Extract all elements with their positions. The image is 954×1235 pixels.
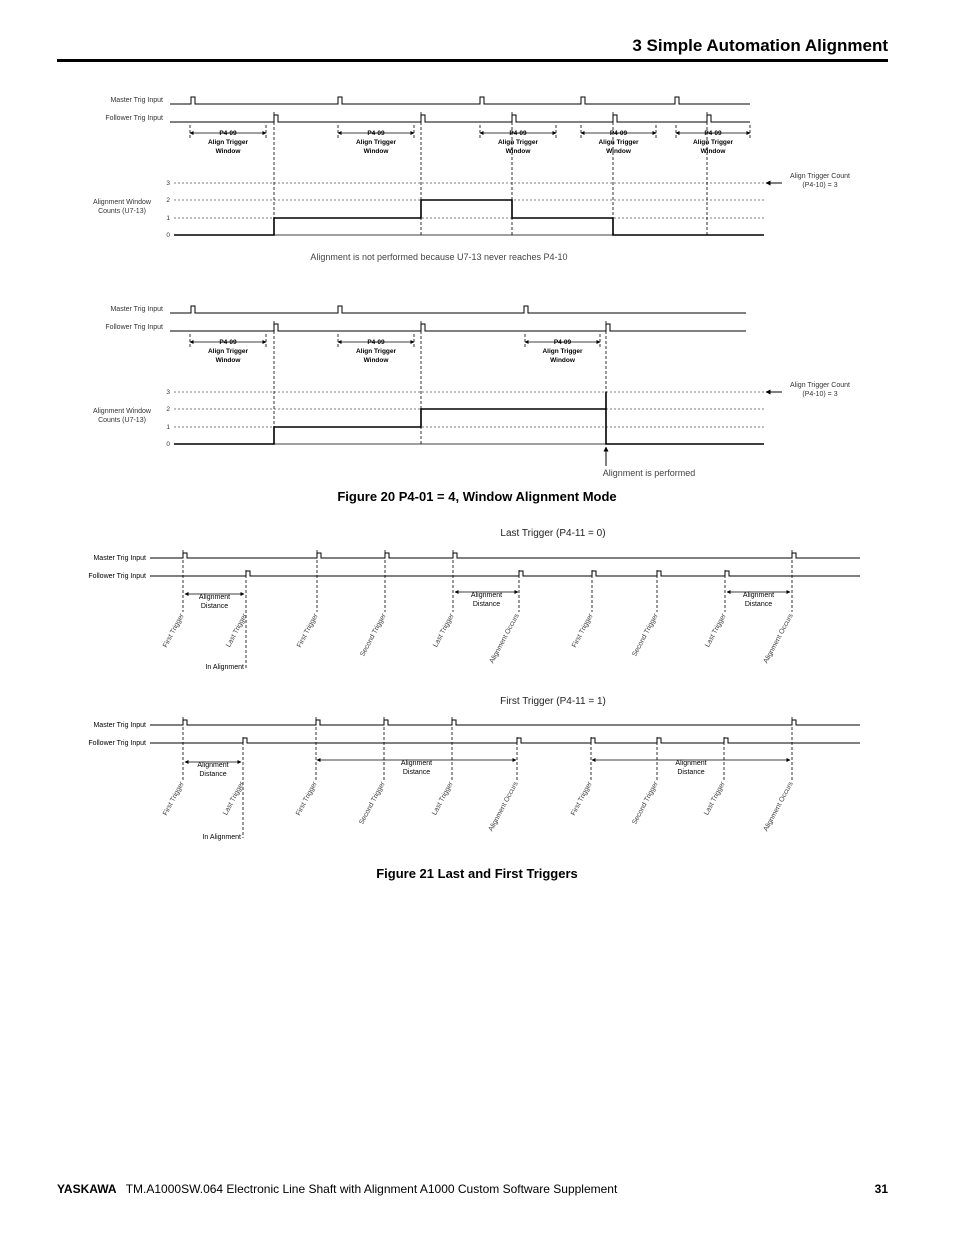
window-label-4-l3: Window [700, 148, 726, 155]
align-count-label-l2: (P4-10) = 3 [802, 391, 838, 398]
event-label-alignment_occurs-9: Alignment Occurs [762, 780, 795, 833]
master-trig-signal [150, 720, 860, 725]
window-label-2-l1: P4-09 [553, 339, 572, 346]
count-axis-label-l2: Counts (U7-13) [98, 417, 146, 424]
in-alignment-label: In Alignment [205, 664, 244, 671]
count-tick-1: 1 [166, 215, 170, 222]
follower-trig-label: Follower Trig Input [88, 573, 146, 580]
figure-21-caption: Figure 21 Last and First Triggers [376, 866, 578, 881]
page-number: 31 [874, 1182, 888, 1196]
count-tick-0: 0 [166, 441, 170, 448]
window-label-2-l2: Align Trigger [542, 348, 583, 355]
alignment-distance-label-0-l1: Alignment [197, 762, 229, 769]
event-label-second_trigger-3: Second Trigger [359, 612, 388, 658]
master-trig-signal [170, 306, 746, 313]
align-count-label-l2: (P4-10) = 3 [802, 182, 838, 189]
first-trigger-diagram [0, 688, 954, 848]
count-tick-2: 2 [166, 406, 170, 413]
in-alignment-label: In Alignment [202, 834, 241, 841]
event-label-first_trigger-0: First Trigger [162, 612, 186, 649]
alignment-distance-label-2-l1: Alignment [675, 760, 707, 767]
event-label-alignment_occurs-5: Alignment Occurs [487, 780, 520, 833]
align-count-label-l1: Align Trigger Count [790, 173, 850, 180]
footer-brand: YASKAWA [57, 1182, 117, 1196]
window-label-1-l2: Align Trigger [355, 139, 397, 146]
page-footer [57, 1182, 888, 1196]
window-label-0-l1: P4-09 [219, 339, 237, 346]
event-label-last_trigger-8: Last Trigger [704, 612, 728, 649]
alignment-distance-label-0-l1: Alignment [198, 594, 231, 601]
event-label-last_trigger-4: Last Trigger [432, 612, 456, 649]
event-label-last_trigger-8: Last Trigger [703, 780, 727, 817]
alignment-distance-label-0-l2: Distance [200, 603, 229, 610]
event-label-first_trigger-2: First Trigger [296, 612, 320, 649]
follower-trig-label: Follower Trig Input [105, 324, 163, 331]
count-tick-3: 3 [166, 389, 170, 396]
window-label-0-l2: Align Trigger [207, 139, 249, 146]
master-trig-label: Master Trig Input [110, 97, 163, 104]
event-label-first_trigger-6: First Trigger [570, 780, 594, 817]
window-label-2-l3: Window [505, 148, 531, 155]
alignment-distance-label-2-l1: Alignment [742, 592, 775, 599]
event-label-second_trigger-7: Second Trigger [631, 780, 660, 826]
follower-trig-label: Follower Trig Input [105, 115, 163, 122]
follower-trig-signal [150, 738, 860, 743]
event-label-last_trigger-4: Last Trigger [431, 780, 455, 817]
event-label-first_trigger-6: First Trigger [571, 612, 595, 649]
window-label-1-l3: Window [363, 148, 389, 155]
window-label-3-l2: Align Trigger [598, 139, 639, 146]
alignment-performed-note: Alignment is performed [602, 468, 696, 478]
master-trig-label: Master Trig Input [110, 306, 163, 313]
follower-trig-signal [170, 115, 750, 122]
count-tick-2: 2 [166, 197, 170, 204]
window-label-1-l3: Window [363, 357, 389, 364]
alignment-distance-label-2-l2: Distance [677, 769, 705, 776]
window-label-2-l1: P4-09 [509, 130, 527, 137]
count-tick-0: 0 [166, 232, 170, 239]
event-label-alignment_occurs-9: Alignment Occurs [762, 612, 795, 665]
window-label-4-l1: P4-09 [704, 130, 722, 137]
window-label-0-l1: P4-09 [219, 130, 237, 137]
alignment-distance-label-1-l2: Distance [402, 769, 431, 776]
align-count-label-l1: Align Trigger Count [790, 382, 850, 389]
alignment-distance-label-2-l2: Distance [744, 601, 773, 608]
event-label-second_trigger-3: Second Trigger [358, 780, 387, 826]
count-axis-label-l2: Counts (U7-13) [98, 208, 146, 215]
window-label-2-l2: Align Trigger [497, 139, 539, 146]
alignment-not-performed-note: Alignment is not performed because U7-13 never reaches P4-10 [310, 252, 568, 262]
count-axis-label-l1: Alignment Window [93, 199, 151, 206]
section-title: 3 Simple Automation Alignment [632, 36, 888, 55]
follower-trig-signal [170, 324, 746, 331]
master-trig-signal [150, 553, 860, 558]
event-label-alignment_occurs-5: Alignment Occurs [488, 612, 521, 665]
window-alignment-diagram-performed [0, 290, 954, 490]
window-label-3-l1: P4-09 [609, 130, 628, 137]
last-trigger-diagram [0, 520, 954, 680]
count-tick-3: 3 [166, 180, 170, 187]
alignment-distance-label-1-l1: Alignment [400, 760, 433, 767]
master-trig-label: Master Trig Input [93, 555, 146, 562]
event-label-last_trigger-1: Last Trigger [225, 612, 249, 649]
window-label-2-l3: Window [550, 357, 575, 364]
window-label-4-l2: Align Trigger [692, 139, 734, 146]
master-trig-signal [170, 97, 750, 104]
window-label-0-l3: Window [215, 148, 241, 155]
window-label-3-l3: Window [606, 148, 631, 155]
count-step-signal [174, 392, 764, 444]
follower-trig-signal [150, 571, 860, 576]
count-tick-1: 1 [166, 424, 170, 431]
follower-trig-label: Follower Trig Input [88, 740, 146, 747]
master-trig-label: Master Trig Input [93, 722, 146, 729]
footer-document-title: TM.A1000SW.064 Electronic Line Shaft with Alignment A1000 Custom Software Supplement [125, 1182, 618, 1196]
event-label-first_trigger-2: First Trigger [295, 780, 319, 817]
window-label-1-l1: P4-09 [367, 339, 385, 346]
event-label-first_trigger-0: First Trigger [162, 780, 186, 817]
alignment-distance-label-0-l2: Distance [199, 771, 227, 778]
count-axis-label-l1: Alignment Window [93, 408, 151, 415]
alignment-distance-label-1-l2: Distance [472, 601, 501, 608]
window-label-0-l3: Window [215, 357, 241, 364]
window-label-1-l1: P4-09 [367, 130, 385, 137]
diagram-title: First Trigger (P4-11 = 1) [500, 696, 606, 707]
event-label-second_trigger-7: Second Trigger [631, 612, 660, 658]
alignment-distance-label-1-l1: Alignment [470, 592, 503, 599]
event-label-last_trigger-1: Last Trigger [222, 780, 246, 817]
window-label-1-l2: Align Trigger [355, 348, 397, 355]
window-alignment-diagram-not-performed [0, 0, 954, 280]
window-label-0-l2: Align Trigger [207, 348, 249, 355]
count-step-signal [174, 200, 764, 235]
diagram-title: Last Trigger (P4-11 = 0) [500, 528, 606, 539]
figure-20-caption: Figure 20 P4-01 = 4, Window Alignment Mode [337, 489, 617, 504]
